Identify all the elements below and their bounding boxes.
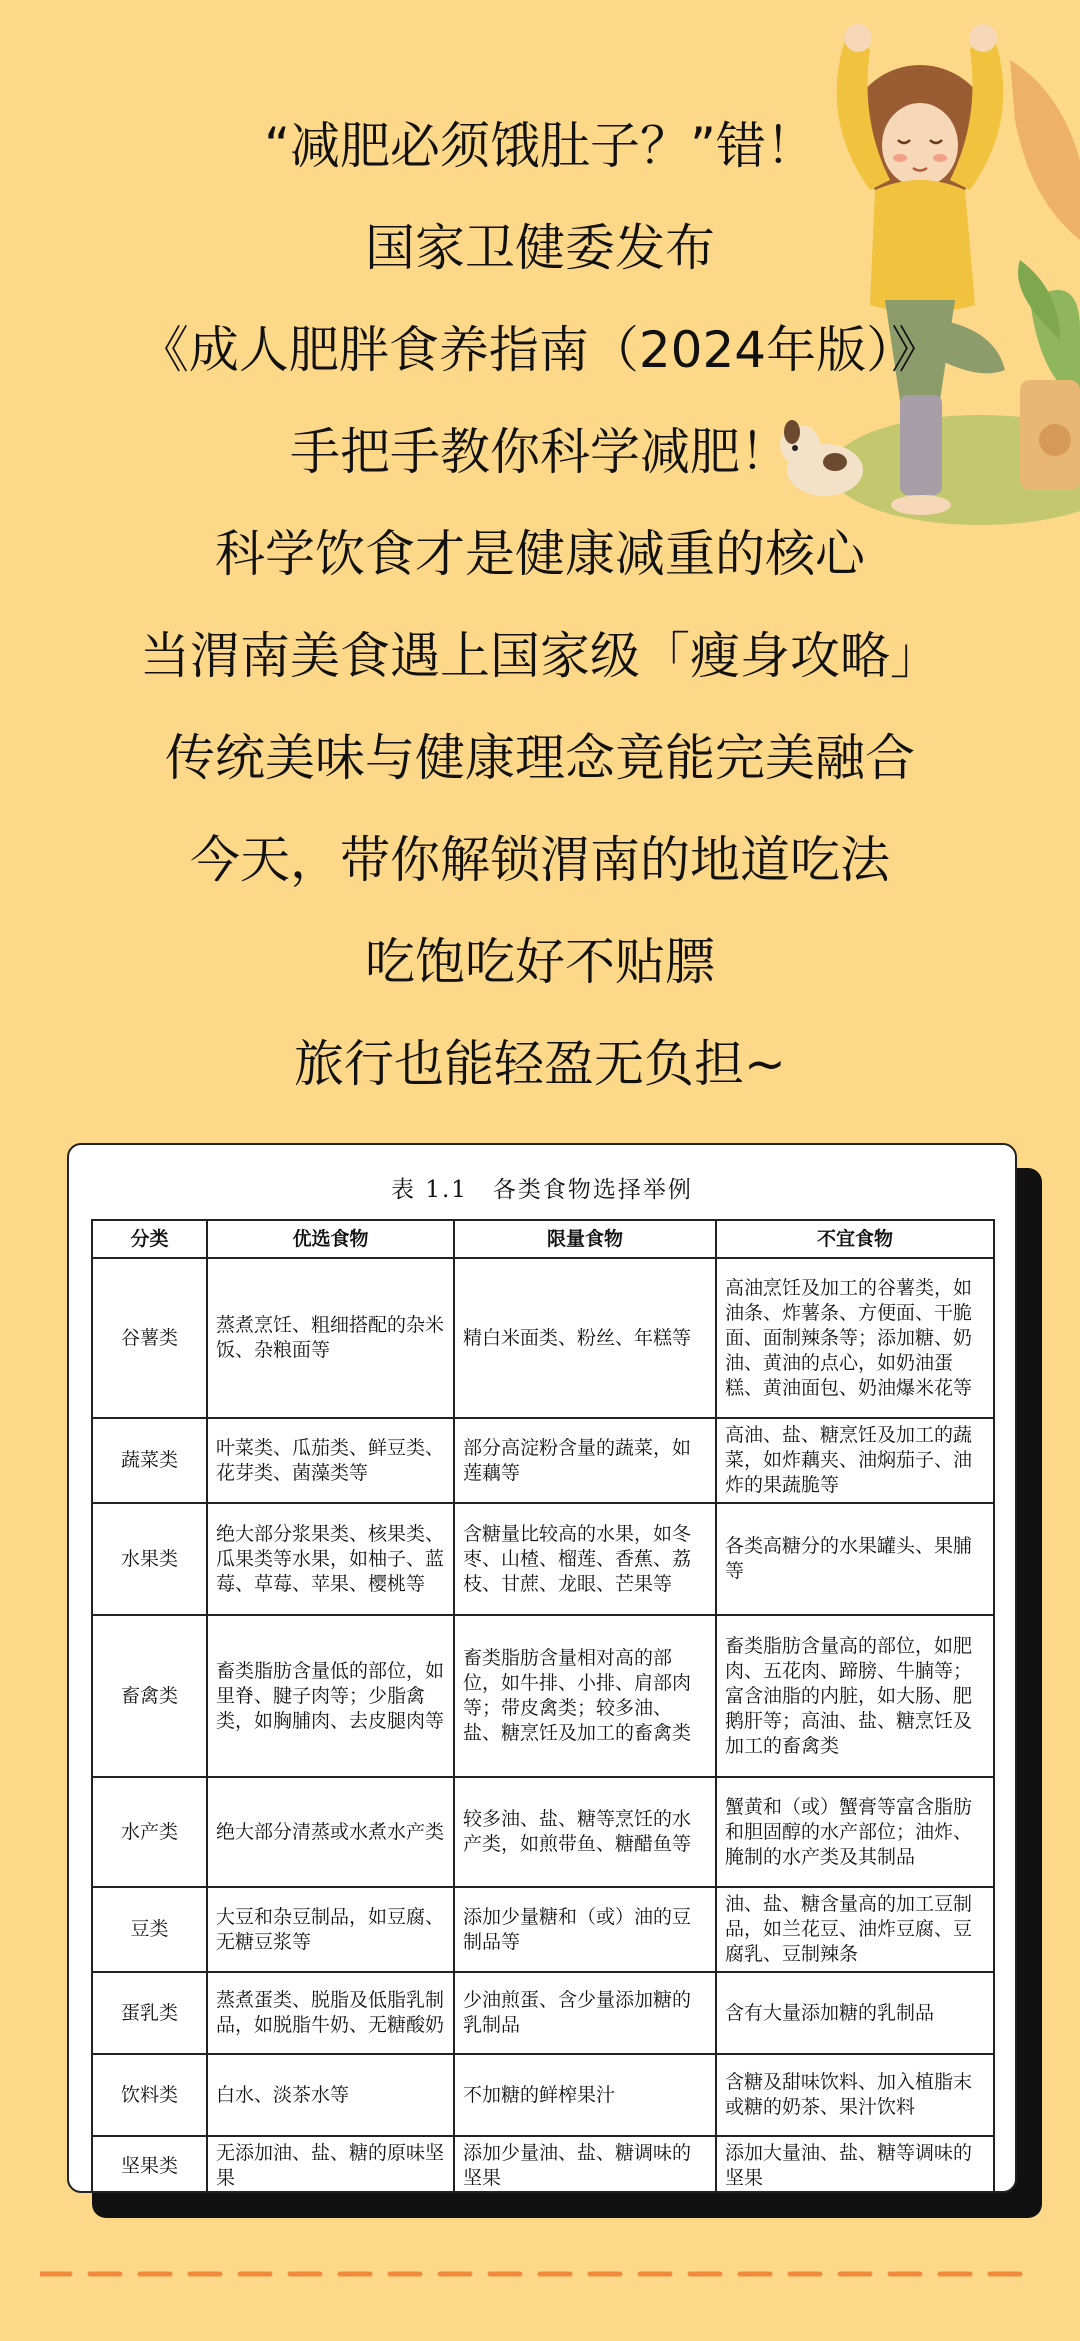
row-limited: 不加糖的鲜榨果汁 bbox=[454, 2054, 716, 2136]
dashed-divider bbox=[40, 2270, 1040, 2278]
row-preferred: 绝大部分浆果类、核果类、瓜果类等水果，如柚子、蓝莓、草莓、苹果、樱桃等 bbox=[207, 1503, 454, 1615]
intro-line: 吃饱吃好不贴膘 bbox=[365, 933, 715, 991]
table-header-row bbox=[92, 1220, 994, 1258]
row-preferred: 大豆和杂豆制品，如豆腐、无糖豆浆等 bbox=[207, 1887, 454, 1972]
row-limited: 部分高淀粉含量的蔬菜，如莲藕等 bbox=[454, 1418, 716, 1503]
table-row bbox=[92, 1887, 994, 1972]
header-avoid: 不宜食物 bbox=[716, 1220, 994, 1258]
row-category: 饮料类 bbox=[92, 2054, 207, 2136]
row-category: 谷薯类 bbox=[92, 1258, 207, 1418]
table-row bbox=[92, 1503, 994, 1615]
table-row bbox=[92, 2136, 994, 2193]
row-category: 坚果类 bbox=[92, 2136, 207, 2193]
row-avoid: 高油烹饪及加工的谷薯类，如油条、炸薯条、方便面、干脆面、面制辣条等；添加糖、奶油、黄油的点心，如奶油蛋糕、黄油面包、奶油爆米花等 bbox=[716, 1258, 994, 1418]
intro-line: 科学饮食才是健康减重的核心 bbox=[215, 525, 865, 583]
row-category: 蛋乳类 bbox=[92, 1972, 207, 2054]
table-row bbox=[92, 1777, 994, 1887]
row-preferred: 叶菜类、瓜茄类、鲜豆类、花芽类、菌藻类等 bbox=[207, 1418, 454, 1503]
intro-line: 传统美味与健康理念竟能完美融合 bbox=[165, 729, 915, 787]
row-avoid: 油、盐、糖含量高的加工豆制品，如兰花豆、油炸豆腐、豆腐乳、豆制辣条 bbox=[716, 1887, 994, 1972]
table-caption: 表 1.1 各类食物选择举例 bbox=[391, 1177, 693, 1203]
intro-text-block bbox=[0, 95, 1080, 1115]
row-limited: 畜类脂肪含量相对高的部位，如牛排、小排、肩部肉等；带皮禽类；较多油、盐、糖烹饪及加工的畜禽类 bbox=[454, 1615, 716, 1777]
intro-line: 手把手教你科学减肥！ bbox=[290, 423, 790, 481]
row-category: 蔬菜类 bbox=[92, 1418, 207, 1503]
intro-line: “减肥必须饿肚子？”错！ bbox=[264, 117, 816, 175]
row-preferred: 无添加油、盐、糖的原味坚果 bbox=[207, 2136, 454, 2193]
header-preferred: 优选食物 bbox=[207, 1220, 454, 1258]
row-category: 畜禽类 bbox=[92, 1615, 207, 1777]
row-avoid: 高油、盐、糖烹饪及加工的蔬菜，如炸藕夹、油焖茄子、油炸的果蔬脆等 bbox=[716, 1418, 994, 1503]
row-preferred: 绝大部分清蒸或水煮水产类 bbox=[207, 1777, 454, 1887]
row-avoid: 含有大量添加糖的乳制品 bbox=[716, 1972, 994, 2054]
intro-line: 《成人肥胖食养指南（2024年版）》 bbox=[138, 321, 942, 379]
row-limited: 较多油、盐、糖等烹饪的水产类，如煎带鱼、糖醋鱼等 bbox=[454, 1777, 716, 1887]
row-avoid: 蟹黄和（或）蟹膏等富含脂肪和胆固醇的水产部位；油炸、腌制的水产类及其制品 bbox=[716, 1777, 994, 1887]
row-limited: 含糖量比较高的水果，如冬枣、山楂、榴莲、香蕉、荔枝、甘蔗、龙眼、芒果等 bbox=[454, 1503, 716, 1615]
intro-line: 旅行也能轻盈无负担~ bbox=[294, 1035, 786, 1093]
row-preferred: 畜类脂肪含量低的部位，如里脊、腱子肉等；少脂禽类，如胸脯肉、去皮腿肉等 bbox=[207, 1615, 454, 1777]
row-limited: 添加少量油、盐、糖调味的坚果 bbox=[454, 2136, 716, 2193]
row-category: 水产类 bbox=[92, 1777, 207, 1887]
food-choice-table bbox=[91, 1219, 995, 2193]
intro-line: 国家卫健委发布 bbox=[365, 219, 715, 277]
row-category: 水果类 bbox=[92, 1503, 207, 1615]
header-category: 分类 bbox=[92, 1220, 207, 1258]
row-avoid: 各类高糖分的水果罐头、果脯等 bbox=[716, 1503, 994, 1615]
row-avoid: 畜类脂肪含量高的部位，如肥肉、五花肉、蹄膀、牛腩等；富含油脂的内脏，如大肠、肥鹅肝等；高油、盐、糖烹饪及加工的畜禽类 bbox=[716, 1615, 994, 1777]
row-limited: 少油煎蛋、含少量添加糖的乳制品 bbox=[454, 1972, 716, 2054]
row-limited: 精白米面类、粉丝、年糕等 bbox=[454, 1258, 716, 1418]
table-row bbox=[92, 2054, 994, 2136]
table-row bbox=[92, 1972, 994, 2054]
table-row bbox=[92, 1258, 994, 1418]
row-category: 豆类 bbox=[92, 1887, 207, 1972]
intro-line: 当渭南美食遇上国家级「瘦身攻略」 bbox=[140, 627, 940, 685]
row-preferred: 白水、淡茶水等 bbox=[207, 2054, 454, 2136]
row-preferred: 蒸煮烹饪、粗细搭配的杂米饭、杂粮面等 bbox=[207, 1258, 454, 1418]
header-limited: 限量食物 bbox=[454, 1220, 716, 1258]
row-preferred: 蒸煮蛋类、脱脂及低脂乳制品，如脱脂牛奶、无糖酸奶 bbox=[207, 1972, 454, 2054]
row-avoid: 添加大量油、盐、糖等调味的坚果 bbox=[716, 2136, 994, 2193]
table-row bbox=[92, 1418, 994, 1503]
row-limited: 添加少量糖和（或）油的豆制品等 bbox=[454, 1887, 716, 1972]
row-avoid: 含糖及甜味饮料、加入植脂末或糖的奶茶、果汁饮料 bbox=[716, 2054, 994, 2136]
food-table-card bbox=[67, 1143, 1017, 2193]
intro-line: 今天，带你解锁渭南的地道吃法 bbox=[190, 831, 890, 889]
table-row bbox=[92, 1615, 994, 1777]
